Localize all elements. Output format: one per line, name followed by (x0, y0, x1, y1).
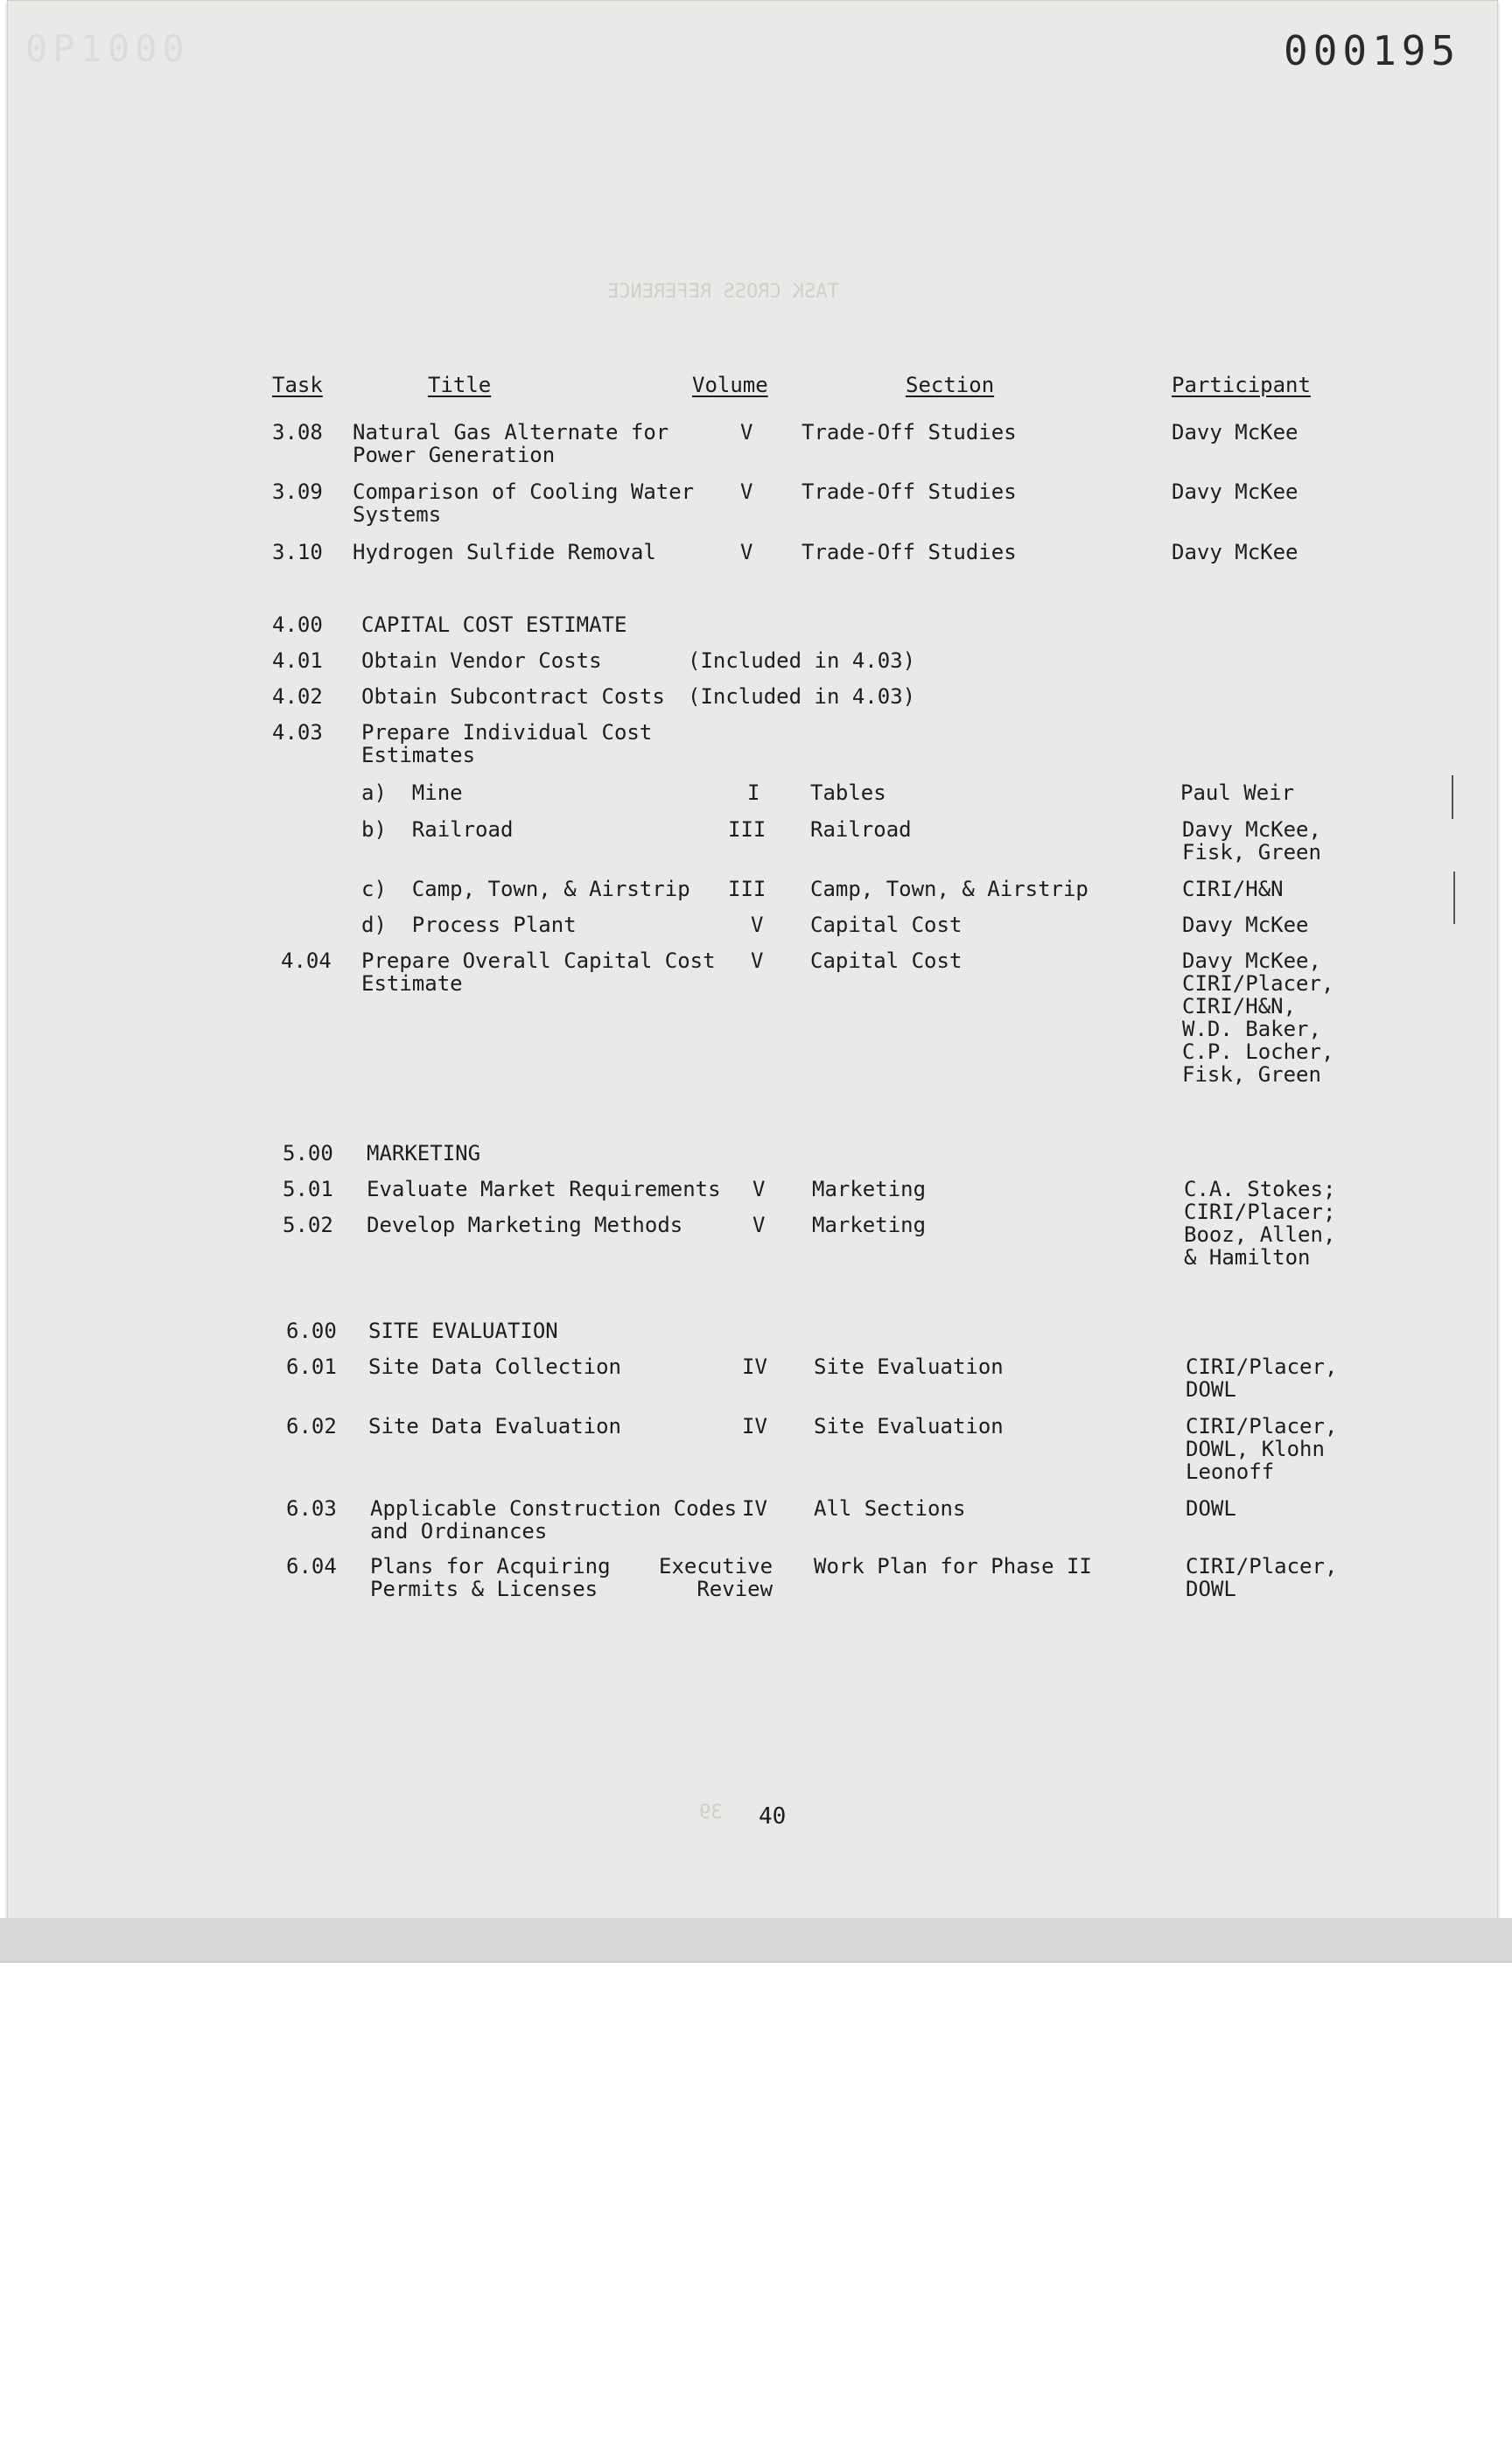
task-section: Camp, Town, & Airstrip (810, 877, 1088, 901)
task-participant: C.A. Stokes; CIRI/Placer; Booz, Allen, & Hamilton (1184, 1177, 1336, 1270)
task-participant: Davy McKee, CIRI/Placer, CIRI/H&N, W.D. Baker, C.P. Locher, Fisk, Green (1182, 948, 1334, 1087)
task-volume: V (740, 420, 753, 444)
task-number: 3.08 (272, 420, 323, 444)
task-number: 6.01 (286, 1354, 337, 1379)
task-title: Comparison of Cooling Water Systems (353, 480, 695, 527)
task-participant: Davy McKee (1172, 480, 1298, 504)
task-number: 4.04 (281, 948, 332, 973)
task-participant: CIRI/H&N (1182, 877, 1284, 901)
task-section: Marketing (812, 1177, 927, 1201)
task-section: Capital Cost (810, 948, 962, 973)
task-volume: IV (742, 1414, 767, 1438)
task-number: 6.00 (286, 1319, 337, 1343)
section-heading: SITE EVALUATION (368, 1319, 558, 1343)
task-section: Trade-Off Studies (802, 480, 1017, 504)
task-participant: CIRI/Placer, DOWL (1186, 1354, 1338, 1402)
task-title: Site Data Collection (368, 1354, 621, 1379)
column-header-volume: Volume (692, 373, 768, 397)
task-number: 4.02 (272, 684, 323, 709)
task-section: Marketing (812, 1213, 927, 1237)
task-volume: (Included in 4.03) (688, 684, 916, 709)
task-section: All Sections (814, 1496, 966, 1521)
task-volume: III (728, 817, 766, 842)
task-title: Natural Gas Alternate for Power Generation (353, 420, 669, 467)
task-number: 3.10 (272, 540, 323, 564)
task-title: Develop Marketing Methods (367, 1213, 683, 1237)
task-volume: V (752, 1213, 766, 1237)
scanner-bed-strip (0, 1918, 1512, 1963)
task-volume: I (747, 780, 760, 805)
task-participant: Davy McKee (1172, 540, 1298, 564)
task-participant: Davy McKee (1182, 913, 1309, 937)
faint-document-number: 0P1000 (25, 27, 190, 70)
section-heading: CAPITAL COST ESTIMATE (361, 612, 627, 637)
task-section: Work Plan for Phase II (814, 1554, 1092, 1578)
task-number: 6.02 (286, 1414, 337, 1438)
task-section: Trade-Off Studies (802, 420, 1017, 444)
section-heading: MARKETING (367, 1141, 481, 1166)
subtask-title: c) Camp, Town, & Airstrip (361, 877, 690, 901)
show-through-title: TASK CROSS REFERENCE (607, 281, 839, 303)
task-participant: Paul Weir (1180, 780, 1295, 805)
task-number: 4.00 (272, 612, 323, 637)
task-section: Railroad (810, 817, 912, 842)
task-section: Site Evaluation (814, 1354, 1004, 1379)
task-volume: V (740, 480, 753, 504)
document-number: 000195 (1284, 27, 1461, 74)
task-section: Capital Cost (810, 913, 962, 937)
scanned-page (7, 0, 1498, 1920)
margin-bracket (1452, 775, 1453, 819)
task-title: Site Data Evaluation (368, 1414, 621, 1438)
task-title: Plans for Acquiring Permits & Licenses (370, 1554, 611, 1601)
task-number: 6.04 (286, 1554, 337, 1578)
task-volume: Executive Review (659, 1554, 774, 1601)
task-number: 5.00 (283, 1141, 333, 1166)
task-section: Site Evaluation (814, 1414, 1004, 1438)
column-header-section: Section (906, 373, 995, 397)
task-number: 3.09 (272, 480, 323, 504)
task-number: 4.03 (272, 720, 323, 745)
task-participant: Davy McKee (1172, 420, 1298, 444)
task-volume: V (752, 1177, 766, 1201)
task-section: Tables (810, 780, 886, 805)
task-number: 4.01 (272, 648, 323, 673)
column-header-title: Title (428, 373, 492, 397)
task-title: Applicable Construction Codes and Ordinances (370, 1496, 738, 1544)
subtask-title: a) Mine (361, 780, 463, 805)
task-participant: CIRI/Placer, DOWL (1186, 1554, 1338, 1601)
page-number: 40 (759, 1803, 787, 1830)
subtask-title: d) Process Plant (361, 913, 577, 937)
task-number: 5.02 (283, 1213, 333, 1237)
task-volume: V (751, 948, 764, 973)
task-participant: CIRI/Placer, DOWL, Klohn Leonoff (1186, 1414, 1338, 1484)
subtask-title: b) Railroad (361, 817, 514, 842)
margin-bracket (1453, 872, 1455, 924)
task-volume: IV (742, 1354, 767, 1379)
column-header-task: Task (272, 373, 323, 397)
task-volume: (Included in 4.03) (688, 648, 916, 673)
show-through-page-number: 39 (699, 1802, 723, 1824)
task-section: Trade-Off Studies (802, 540, 1017, 564)
task-volume: IV (742, 1496, 767, 1521)
task-title: Hydrogen Sulfide Removal (353, 540, 656, 564)
task-volume: V (740, 540, 753, 564)
task-title: Prepare Individual Cost Estimates (361, 720, 653, 767)
task-participant: Davy McKee, Fisk, Green (1182, 817, 1321, 864)
task-title: Prepare Overall Capital Cost Estimate (361, 948, 716, 996)
column-header-participant: Participant (1172, 373, 1311, 397)
task-number: 5.01 (283, 1177, 333, 1201)
task-participant: DOWL (1186, 1496, 1236, 1521)
task-title: Obtain Subcontract Costs (361, 684, 665, 709)
task-volume: V (751, 913, 764, 937)
task-volume: III (728, 877, 766, 901)
task-title: Evaluate Market Requirements (367, 1177, 721, 1201)
task-title: Obtain Vendor Costs (361, 648, 602, 673)
task-number: 6.03 (286, 1496, 337, 1521)
